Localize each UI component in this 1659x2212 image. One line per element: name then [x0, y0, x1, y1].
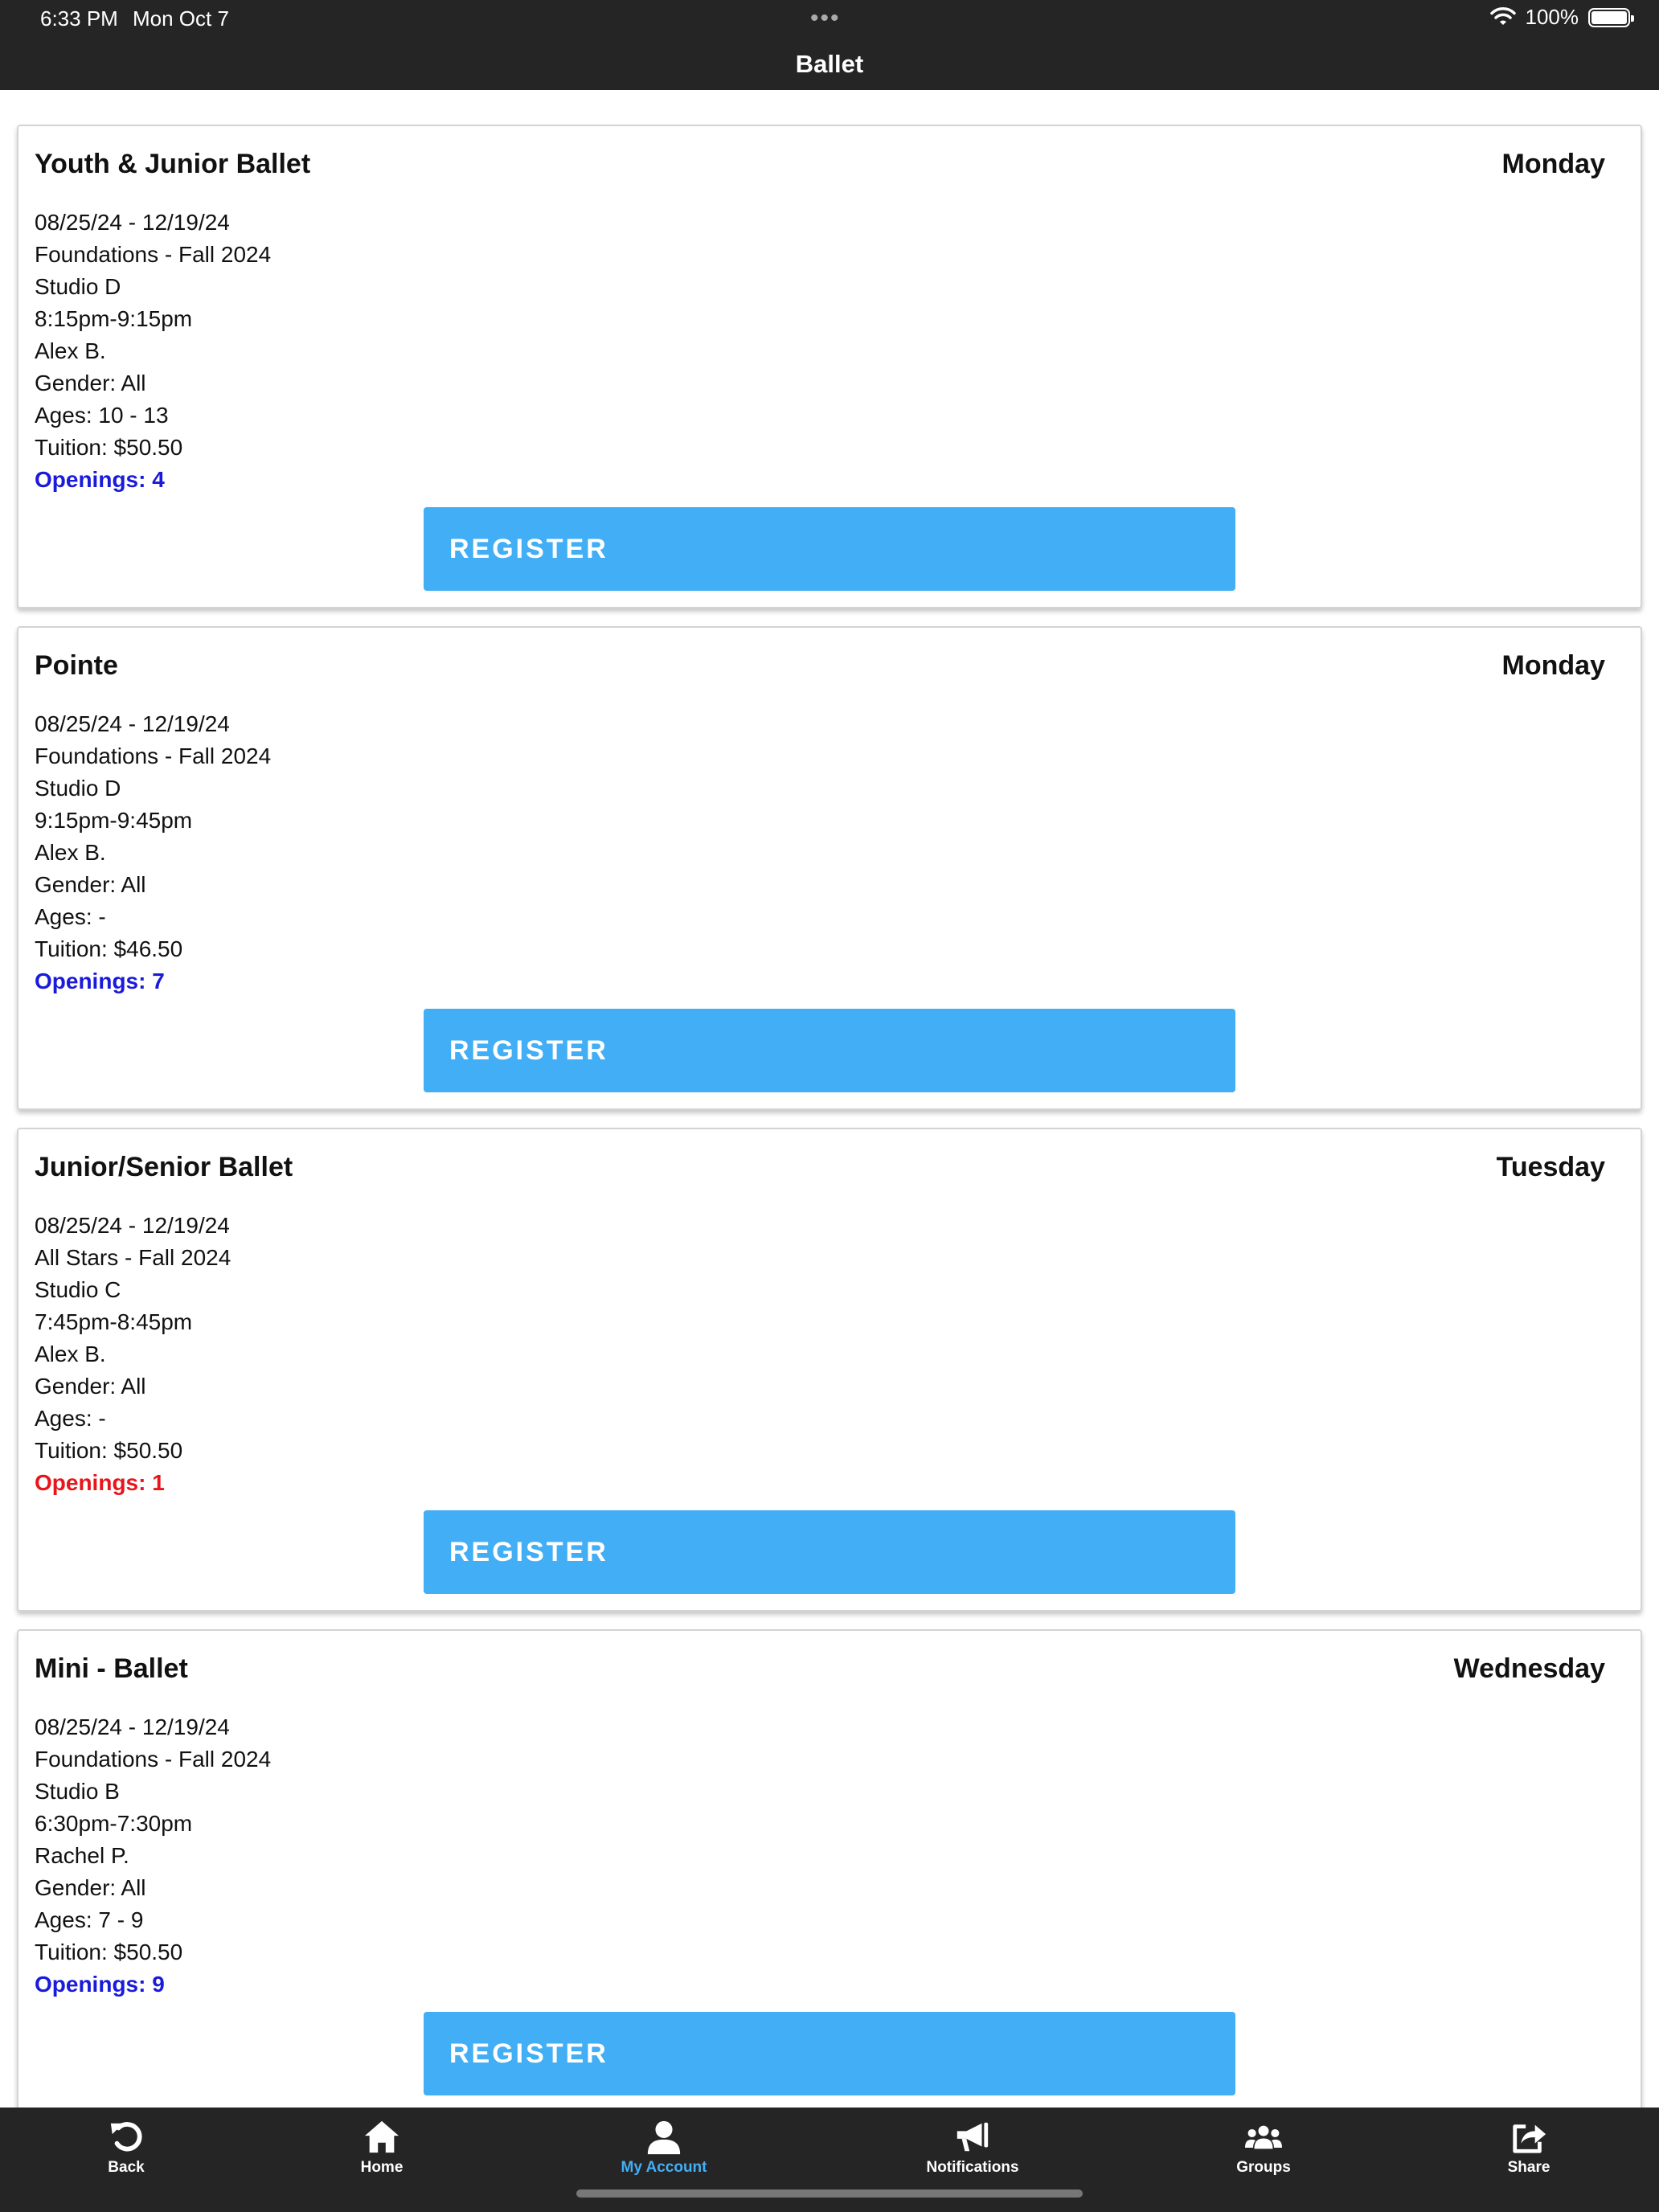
class-session: Foundations - Fall 2024 [35, 242, 272, 267]
class-instructor: Alex B. [35, 338, 106, 363]
user-icon [645, 2119, 682, 2156]
class-time: 9:15pm-9:45pm [35, 808, 193, 833]
class-card [17, 125, 1642, 608]
class-card [17, 1629, 1642, 2108]
class-day: Monday [1501, 149, 1605, 179]
battery-icon [1588, 8, 1630, 27]
tab-groups-label: Groups [1236, 2159, 1291, 2176]
class-session: Foundations - Fall 2024 [35, 743, 272, 768]
class-time: 6:30pm-7:30pm [35, 1811, 193, 1836]
class-ages: Ages: 7 - 9 [35, 1907, 144, 1932]
class-day: Wednesday [1453, 1653, 1605, 1684]
class-title: Pointe [35, 650, 118, 681]
class-title: Junior/Senior Ballet [35, 1152, 293, 1182]
class-details [35, 1711, 271, 2001]
register-button[interactable]: REGISTER [424, 2012, 1235, 2095]
page-title-bar [0, 39, 1659, 90]
class-session: All Stars - Fall 2024 [35, 1245, 231, 1270]
class-title: Youth & Junior Ballet [35, 149, 311, 179]
class-openings: Openings: 9 [35, 1972, 165, 1997]
status-right [1490, 5, 1631, 30]
class-card [17, 626, 1642, 1110]
class-card [17, 1128, 1642, 1612]
tab-back[interactable] [46, 2119, 207, 2183]
tab-share[interactable] [1448, 2119, 1609, 2183]
class-day: Monday [1501, 650, 1605, 681]
battery-percent: 100% [1525, 5, 1579, 29]
class-openings: Openings: 7 [35, 969, 165, 993]
class-time: 7:45pm-8:45pm [35, 1309, 193, 1334]
class-list[interactable] [0, 90, 1659, 2108]
class-tuition: Tuition: $50.50 [35, 1940, 183, 1964]
status-date: Mon Oct 7 [133, 6, 229, 31]
tab-back-label: Back [108, 2159, 145, 2176]
class-day: Tuesday [1496, 1152, 1605, 1182]
tab-share-label: Share [1507, 2159, 1550, 2176]
tab-home-label: Home [360, 2159, 403, 2176]
class-tuition: Tuition: $50.50 [35, 1438, 183, 1463]
class-session: Foundations - Fall 2024 [35, 1747, 272, 1772]
class-dates: 08/25/24 - 12/19/24 [35, 1714, 230, 1739]
multitasking-dots-icon[interactable]: ••• [810, 5, 841, 31]
class-studio: Studio D [35, 274, 121, 299]
class-openings: Openings: 1 [35, 1470, 165, 1495]
register-button[interactable]: REGISTER [424, 507, 1235, 591]
tab-home[interactable] [301, 2119, 462, 2183]
class-details [35, 1210, 231, 1499]
class-gender: Gender: All [35, 371, 146, 395]
class-studio: Studio B [35, 1779, 120, 1804]
class-openings: Openings: 4 [35, 467, 165, 492]
class-gender: Gender: All [35, 1374, 146, 1399]
register-button[interactable]: REGISTER [424, 1510, 1235, 1594]
class-tuition: Tuition: $46.50 [35, 936, 183, 961]
register-button[interactable]: REGISTER [424, 1009, 1235, 1092]
class-details [35, 207, 271, 496]
tab-groups[interactable] [1183, 2119, 1344, 2183]
tab-my-account-label: My Account [621, 2159, 707, 2176]
class-ages: Ages: - [35, 1406, 106, 1431]
status-bar [0, 0, 1659, 39]
megaphone-icon [954, 2119, 991, 2156]
back-arrow-icon [108, 2119, 145, 2156]
groups-icon [1245, 2119, 1282, 2156]
class-gender: Gender: All [35, 1875, 146, 1900]
tab-notifications-label: Notifications [926, 2159, 1019, 2176]
class-studio: Studio C [35, 1277, 121, 1302]
home-indicator[interactable] [576, 2189, 1083, 2198]
class-title: Mini - Ballet [35, 1653, 188, 1684]
class-dates: 08/25/24 - 12/19/24 [35, 1213, 230, 1238]
page-title: Ballet [795, 50, 864, 78]
class-details [35, 708, 271, 997]
class-studio: Studio D [35, 776, 121, 801]
status-time: 6:33 PM [40, 6, 118, 31]
class-time: 8:15pm-9:15pm [35, 306, 193, 331]
class-instructor: Rachel P. [35, 1843, 129, 1868]
share-icon [1510, 2119, 1547, 2156]
class-instructor: Alex B. [35, 840, 106, 865]
class-ages: Ages: 10 - 13 [35, 403, 169, 428]
class-ages: Ages: - [35, 904, 106, 929]
class-dates: 08/25/24 - 12/19/24 [35, 711, 230, 736]
home-icon [363, 2119, 400, 2156]
tab-my-account[interactable] [584, 2119, 744, 2183]
class-dates: 08/25/24 - 12/19/24 [35, 210, 230, 235]
class-gender: Gender: All [35, 872, 146, 897]
wifi-icon [1490, 7, 1516, 28]
class-tuition: Tuition: $50.50 [35, 435, 183, 460]
tab-notifications[interactable] [892, 2119, 1053, 2183]
class-instructor: Alex B. [35, 1342, 106, 1366]
